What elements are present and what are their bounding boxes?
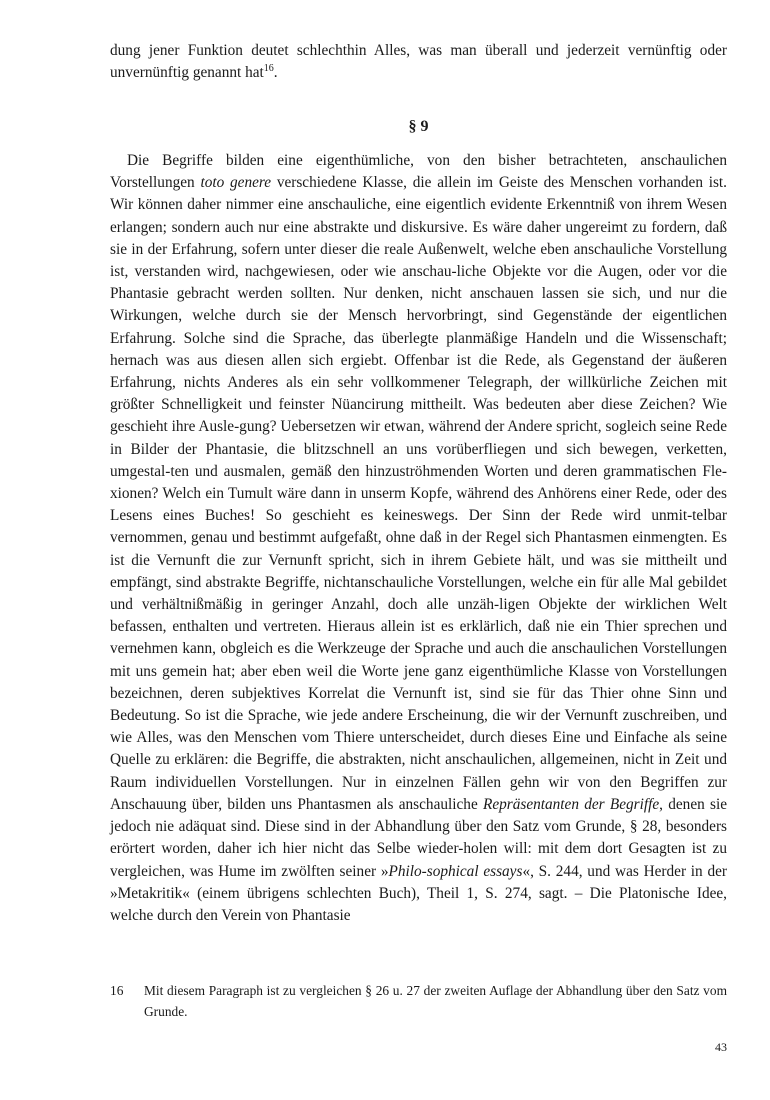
body-italic-3: Philo-sophical essays [388,862,523,880]
footnote [110,980,727,1022]
section-heading: § 9 [408,118,429,135]
footnote-number: 16 [110,983,124,998]
page-number: 43 [715,1040,727,1054]
body-text-1: Die Begriffe bilden eine eigenthümliche, von den bisher betrachteten, anschaulichen Vorstellungen [110,152,727,192]
body-text-4: «, S. 244, und was Herder in der »Metakritik« (einem übrigens schlechten Buch), Theil 1, S. 274, sagt. – Die Platonische Idee, welche durch den Verein von Phantasie [110,862,727,924]
continued-paragraph-text: dung jener Funktion deutet schlechthin Alles, was man überall und jederzeit vernünftig oder unvernünftig genannt hat [110,42,727,82]
footnote-text: Mit diesem Paragraph ist zu vergleichen § 26 u. 27 der zweiten Auflage der Abhandlung über den Satz vom Grunde. [144,983,727,1019]
footnote-reference[interactable]: 16 [263,63,274,75]
body-text-3: , denen sie jedoch nie adäquat sind. Diese sind in der Abhandlung über den Satz vom Grunde, § 28, besonders erörtert worden, daher ich hier nicht das Selbe wieder-holen will: mit dem dort Gesagten ist zu vergleichen, was Hume im zwölften seiner » [110,795,727,880]
section-body-paragraph [110,150,727,927]
continued-paragraph [110,40,727,84]
continued-paragraph-end: . [273,64,278,82]
body-italic-2: Repräsentanten der Begriffe [482,795,660,813]
body-italic-1: toto genere [200,174,272,192]
body-text-2: verschiedene Klasse, die allein im Geiste des Menschen vorhanden ist. Wir können daher nimmer eine anschauliche, eine eigentlich evidente Erkenntniß von ihrem Wesen erlangen; sondern auch nur eine abstrakte und diskursive. Es wäre daher ungereimt zu fordern, daß sie in der Erfahrung, sofern unter dieser die reale Außenwelt, welche eben anschauliche Vorstellung ist, verstanden wird, nachgewiesen, oder wie anschau-liche Objekte vor die Augen, oder vor die Phantasie gebracht werden sollten. Nur denken, nicht anschauen lassen sie sich, und nur die Wirkungen, welche durch sie der Mensch hervorbringt, sind Gegenstände der eigentlichen Erfahrung. Solche sind die Sprache, das überlegte planmäßige Handeln und die Wissenschaft; hernach was aus diesen allen sich ergiebt. Offenbar ist die Rede, als Gegenstand der äußeren Erfahrung, nichts Anderes als ein sehr vollkommener Telegraph, der willkürliche Zeichen mit größter Schnelligkeit und feinster Nüancirung mittheilt. Was bedeuten aber diese Zeichen? Wie geschieht ihre Ausle-gung? Uebersetzen wir etwan, während der Andere spricht, sogleich seine Rede in Bilder der Phantasie, die blitzschnell an uns vorüberfliegen und sich bewegen, verketten, umgestal-ten und ausmalen, gemäß den hinzuströhmenden Worten und deren grammatischen Fle-xionen? Welch ein Tumult wäre dann in unserm Kopfe, während des Anhörens einer Rede, oder des Lesens eines Buches! So geschieht es keineswegs. Der Sinn der Rede wird unmit-telbar vernommen, genau und bestimmt aufgefaßt, ohne daß in der Regel sich Phantasmen einmengten. Es ist die Vernunft die zur Vernunft spricht, sich in ihrem Gebiete hält, und was sie mittheilt und empfängt, sind abstrakte Begriffe, nichtanschauliche Vorstellungen, welche ein für alle Mal gebildet und verhältnißmäßig in geringer Anzahl, doch alle unzäh-ligen Objekte der wirklichen Welt befassen, enthalten und vertreten. Hieraus allein ist es erklärlich, daß nie ein Thier sprechen und vernehmen kann, obgleich es die Werkzeuge der Sprache und auch die anschaulichen Vorstellungen mit uns gemein hat; aber eben weil die Worte jene ganz eigenthümliche Klasse von Vorstellungen bezeichnen, deren subjektives Korrelat die Vernunft ist, sind sie für das Thier ohne Sinn und Bedeutung. So ist die Sprache, wie jede andere Erscheinung, die wir der Vernunft zuschreiben, und wie Alles, was den Menschen vom Thiere unterscheidet, durch dieses Eine und Einfache als seine Quelle zu erklären: die Begriffe, die abstrakten, nicht anschaulichen, allgemeinen, nicht in Zeit und Raum individuellen Vorstellungen. Nur in einzelnen Fällen gehn wir von den Begriffen zur Anschauung über, bilden uns Phantasmen als anschauliche [110,174,727,813]
